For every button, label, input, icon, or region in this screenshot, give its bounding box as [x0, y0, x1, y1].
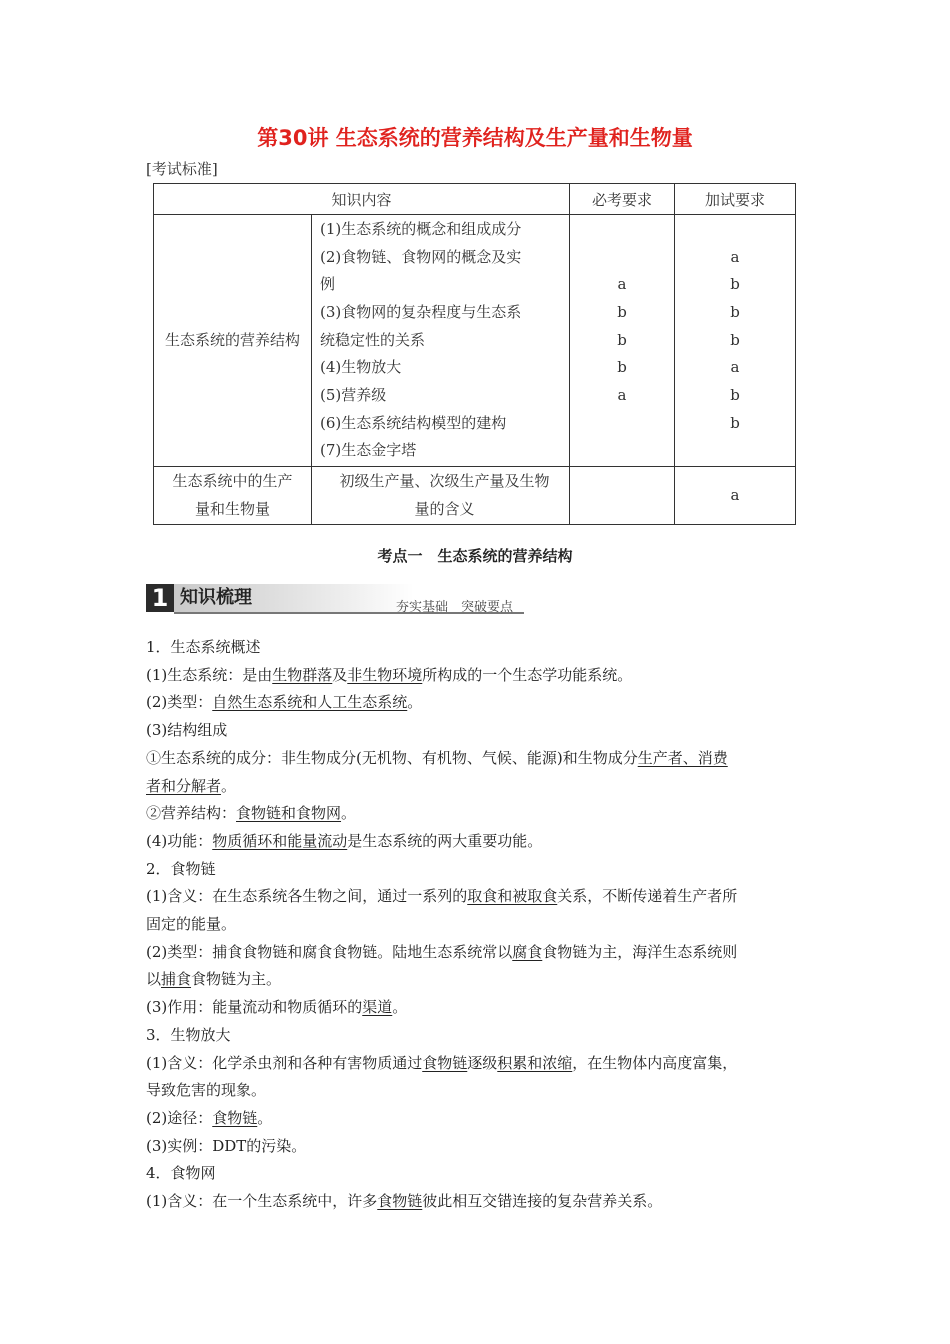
heading-biomagnification: 3．生物放大 [146, 1025, 231, 1044]
header-required: 必考要求 [570, 184, 675, 215]
exam-standard-table [153, 183, 796, 525]
row-required [570, 467, 675, 525]
paragraph: (3)作用：能量流动和物质循环的渠道。 [146, 998, 408, 1017]
knowledge-banner [146, 584, 524, 614]
banner-label: 知识梳理 [174, 584, 414, 612]
header-knowledge: 知识内容 [154, 184, 570, 215]
header-extra: 加试要求 [675, 184, 796, 215]
exam-standard-label: [考试标准] [146, 160, 218, 178]
paragraph: (2)类型：捕食食物链和腐食食物链。陆地生态系统常以腐食食物链为主，海洋生态系统则 以捕食食物链为主。 [146, 942, 738, 989]
row-extra: a [675, 467, 796, 525]
paragraph: ②营养结构：食物链和食物网。 [146, 804, 357, 823]
paragraph: (1)含义：在一个生态系统中，许多食物链彼此相互交错连接的复杂营养关系。 [146, 1192, 663, 1211]
paragraph: (3)实例：DDT的污染。 [146, 1136, 307, 1155]
row-extra: a b b b a b b [675, 215, 796, 467]
paragraph: (2)途径：食物链。 [146, 1108, 273, 1127]
heading-food-chain: 2．食物链 [146, 859, 216, 878]
paragraph: (1)含义：化学杀虫剂和各种有害物质通过食物链逐级积累和浓缩，在生物体内高度富集， 导致危害的现象。 [146, 1053, 738, 1100]
paragraph: (2)类型：自然生态系统和人工生态系统。 [146, 693, 423, 712]
section-title: 考点一 生态系统的营养结构 [377, 547, 573, 565]
table-row [154, 467, 796, 525]
row-category: 生态系统中的生产 量和生物量 [154, 467, 312, 525]
content-body [146, 634, 808, 1216]
table-header-row [154, 184, 796, 215]
paragraph: (1)含义：在生态系统各生物之间，通过一系列的取食和被取食关系，不断传递着生产者所 固定的能量。 [146, 887, 738, 934]
row-content: 初级生产量、次级生产量及生物 量的含义 [312, 467, 570, 525]
paragraph: (4)功能：物质循环和能量流动是生态系统的两大重要功能。 [146, 831, 543, 850]
paragraph: (3)结构组成 [146, 721, 228, 740]
heading-ecosystem-overview: 1．生态系统概述 [146, 638, 261, 656]
banner-number: 1 [146, 584, 174, 612]
table-row [154, 215, 796, 467]
page-title: 第30讲 生态系统的营养结构及生产量和生物量 [257, 126, 693, 150]
row-required: a b b b a [570, 215, 675, 467]
row-category: 生态系统的营养结构 [154, 215, 312, 467]
paragraph: ①生态系统的成分：非生物成分(无机物、有机物、气候、能源)和生物成分生产者、消费 者和分解者。 [146, 748, 728, 795]
row-content: (1)生态系统的概念和组成成分 (2)食物链、食物网的概念及实 例 (3)食物网的复杂程度与生态系 统稳定性的关系 (4)生物放大 (5)营养级 (6)生态系统结构模型的建构 (7)生态金字塔 [312, 215, 570, 467]
banner-subtitle: 夯实基础 突破要点 [396, 600, 514, 615]
heading-food-web: 4．食物网 [146, 1164, 216, 1183]
paragraph: (1)生态系统：是由生物群落及非生物环境所构成的一个生态学功能系统。 [146, 665, 633, 684]
